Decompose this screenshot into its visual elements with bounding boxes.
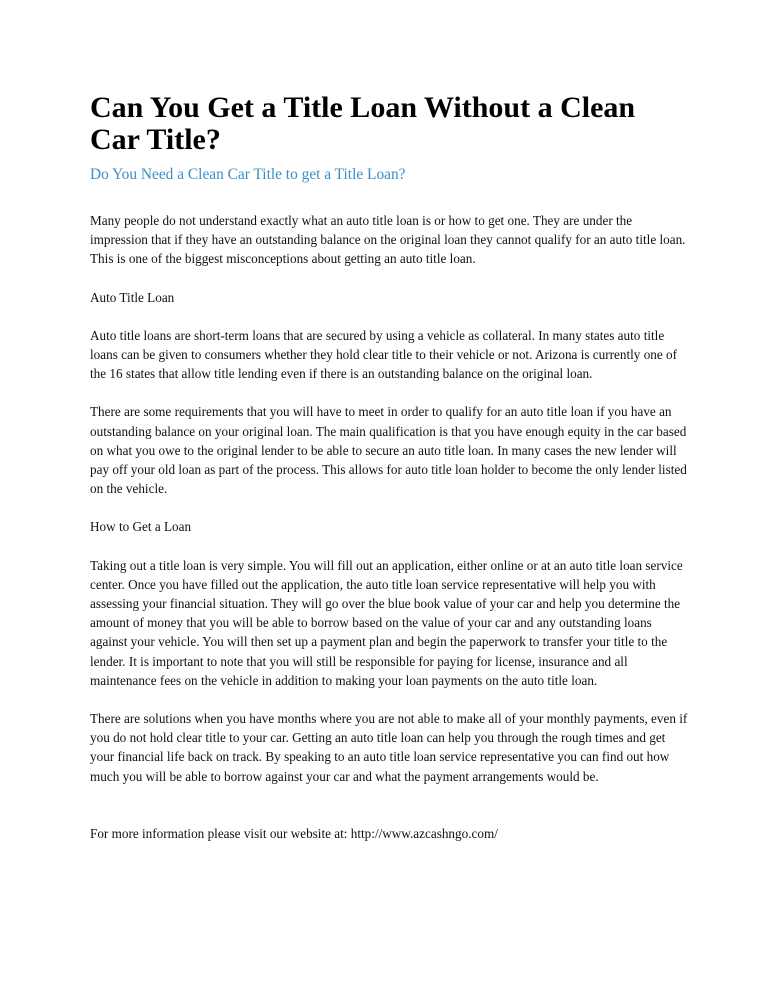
footer-text: For more information please visit our website at: — [90, 825, 351, 841]
footer-line — [90, 824, 690, 843]
paragraph-intro: Many people do not understand exactly what an auto title loan is or how to get one. They are under the impression that if they have an outstanding balance on the original loan they cannot qualify for an auto title loan. This is one of the biggest misconceptions about getting an auto title loan. — [90, 213, 686, 267]
paragraph-requirements: There are some requirements that you will have to meet in order to qualify for an auto title loan if you have an outstanding balance on your original loan. The main qualification is that you have enough equity in the car based on what you owe to the original lender to be able to secure an auto title loan. In many cases the new lender will pay off your old loan as part of the process. This allows for auto title loan holder to become the only lender listed on the vehicle. — [90, 404, 687, 497]
paragraph-solutions: There are solutions when you have months where you are not able to make all of your monthly payments, even if you do not hold clear title to your car. Getting an auto title loan can help you through the rough times and get your financial life back on track. By speaking to an auto title loan service representative you can find out how much you will be able to borrow against your car and what the payment arrangements would be. — [90, 711, 688, 784]
paragraph-auto-title-loan: Auto title loans are short-term loans that are secured by using a vehicle as collateral. In many states auto title loans can be given to consumers whether they hold clear title to their vehicle or not. Arizona is currently one of the 16 states that allow title lending even if there is an outstanding balance on the original loan. — [90, 327, 678, 382]
document-page — [90, 92, 690, 843]
document-title: Can You Get a Title Loan Without a Clean Car Title? — [90, 91, 636, 156]
website-link[interactable]: http://www.azcashngo.com/ — [350, 825, 498, 841]
section-heading-auto-title-loan: Auto Title Loan — [90, 289, 175, 305]
paragraph-process: Taking out a title loan is very simple. You will fill out an application, either online or at an auto title loan service center. Once you have filled out the application, the auto title loan service representative will help you with assessing your financial situation. They will go over the blue book value of your car and help you determine the amount of money that you will be able to borrow based on the value of your car and any outstanding loans against your vehicle. You will then set up a payment plan and begin the paperwork to transfer your title to the lender. It is important to note that you will still be responsible for paying for license, insurance and all maintenance fees on the vehicle in addition to making your loan payments on the auto title loan. — [90, 557, 683, 688]
document-subtitle: Do You Need a Clean Car Title to get a Title Loan? — [90, 166, 406, 183]
section-heading-how-to-get-loan: How to Get a Loan — [90, 519, 192, 535]
